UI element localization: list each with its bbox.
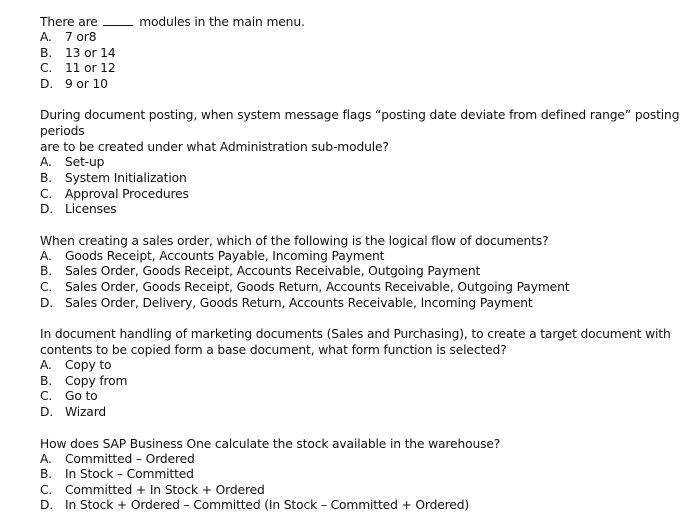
option-item bbox=[40, 249, 690, 265]
question-3-stem bbox=[40, 233, 690, 249]
option-item bbox=[40, 187, 690, 203]
question-5-stem bbox=[40, 436, 690, 452]
option-item bbox=[40, 296, 690, 312]
option-letter: B. bbox=[40, 373, 53, 388]
option-text: Sales Order, Goods Receipt, Accounts Receivable, Outgoing Payment bbox=[65, 264, 481, 279]
option-letter: A. bbox=[40, 30, 52, 44]
option-item bbox=[40, 171, 690, 187]
option-text: Wizard bbox=[65, 404, 107, 419]
question-4-options bbox=[40, 358, 690, 420]
question-5 bbox=[40, 436, 690, 514]
question-4-stem-line-2: contents to be copied form a base document, what form function is selected? bbox=[40, 343, 507, 358]
option-letter: B. bbox=[40, 467, 53, 482]
option-letter: A. bbox=[40, 451, 52, 466]
question-1-stem-before: There are bbox=[40, 15, 98, 29]
option-letter: C. bbox=[40, 279, 53, 294]
option-letter: D. bbox=[40, 202, 54, 217]
option-item bbox=[40, 280, 690, 296]
option-item bbox=[40, 405, 690, 421]
option-text: System Initialization bbox=[65, 170, 187, 185]
option-text: In Stock + Ordered – Committed (In Stock – Committed + Ordered) bbox=[65, 498, 470, 513]
question-1-stem-after: modules in the main menu. bbox=[139, 15, 305, 29]
option-text: 9 or 10 bbox=[65, 76, 108, 91]
option-item bbox=[40, 498, 690, 514]
option-item bbox=[40, 155, 690, 171]
question-3-stem-line-1: When creating a sales order, which of the following is the logical flow of documents? bbox=[40, 233, 549, 248]
question-2 bbox=[40, 107, 690, 217]
question-2-options bbox=[40, 155, 690, 217]
option-text: 13 or 14 bbox=[65, 45, 116, 60]
option-item bbox=[40, 264, 690, 280]
question-1-stem bbox=[40, 14, 690, 30]
option-item bbox=[40, 452, 690, 468]
option-letter: B. bbox=[40, 45, 53, 60]
question-2-stem-line-2: are to be created under what Administration sub-module? bbox=[40, 140, 389, 155]
question-5-stem-line-1: How does SAP Business One calculate the stock available in the warehouse? bbox=[40, 436, 501, 451]
option-letter: D. bbox=[40, 76, 54, 91]
option-item bbox=[40, 467, 690, 483]
option-letter: D. bbox=[40, 295, 54, 310]
fill-in-blank bbox=[103, 15, 133, 26]
option-item bbox=[40, 483, 690, 499]
question-4 bbox=[40, 326, 690, 420]
option-letter: B. bbox=[40, 264, 53, 279]
option-letter: A. bbox=[40, 155, 52, 170]
question-3-options bbox=[40, 249, 690, 311]
option-letter: C. bbox=[40, 61, 53, 76]
option-text: Committed + In Stock + Ordered bbox=[65, 482, 265, 497]
option-letter: C. bbox=[40, 482, 53, 497]
question-5-options bbox=[40, 452, 690, 514]
option-text: Copy to bbox=[65, 358, 112, 373]
question-2-stem-line-1: During document posting, when system message flags “posting date deviate from defined range” posting periods bbox=[40, 108, 680, 139]
option-text: In Stock – Committed bbox=[65, 467, 194, 482]
option-text: Approval Procedures bbox=[65, 186, 189, 201]
question-4-stem bbox=[40, 326, 690, 358]
option-item bbox=[40, 61, 690, 77]
option-letter: D. bbox=[40, 498, 54, 513]
option-letter: C. bbox=[40, 389, 53, 404]
option-text: 11 or 12 bbox=[65, 61, 116, 76]
option-item bbox=[40, 389, 690, 405]
option-item bbox=[40, 358, 690, 374]
option-item bbox=[40, 77, 690, 93]
option-letter: B. bbox=[40, 170, 53, 185]
quiz-document bbox=[40, 14, 690, 529]
option-text: 7 or8 bbox=[65, 30, 97, 44]
option-letter: A. bbox=[40, 248, 52, 263]
question-1 bbox=[40, 14, 690, 92]
question-2-stem bbox=[40, 107, 690, 155]
option-text: Copy from bbox=[65, 373, 128, 388]
question-4-stem-line-1: In document handling of marketing documents (Sales and Purchasing), to create a target document with bbox=[40, 327, 671, 342]
option-item bbox=[40, 30, 690, 46]
question-1-options bbox=[40, 30, 690, 92]
option-text: Go to bbox=[65, 389, 98, 404]
option-text: Licenses bbox=[65, 202, 117, 217]
question-3 bbox=[40, 233, 690, 311]
option-text: Sales Order, Goods Receipt, Goods Return, Accounts Receivable, Outgoing Payment bbox=[65, 279, 570, 294]
option-letter: C. bbox=[40, 186, 53, 201]
option-letter: D. bbox=[40, 404, 54, 419]
option-text: Set-up bbox=[65, 155, 105, 170]
option-letter: A. bbox=[40, 358, 52, 373]
option-text: Committed – Ordered bbox=[65, 451, 195, 466]
option-item bbox=[40, 46, 690, 62]
option-item bbox=[40, 374, 690, 390]
option-text: Sales Order, Delivery, Goods Return, Accounts Receivable, Incoming Payment bbox=[65, 295, 533, 310]
option-item bbox=[40, 202, 690, 218]
option-text: Goods Receipt, Accounts Payable, Incoming Payment bbox=[65, 248, 385, 263]
